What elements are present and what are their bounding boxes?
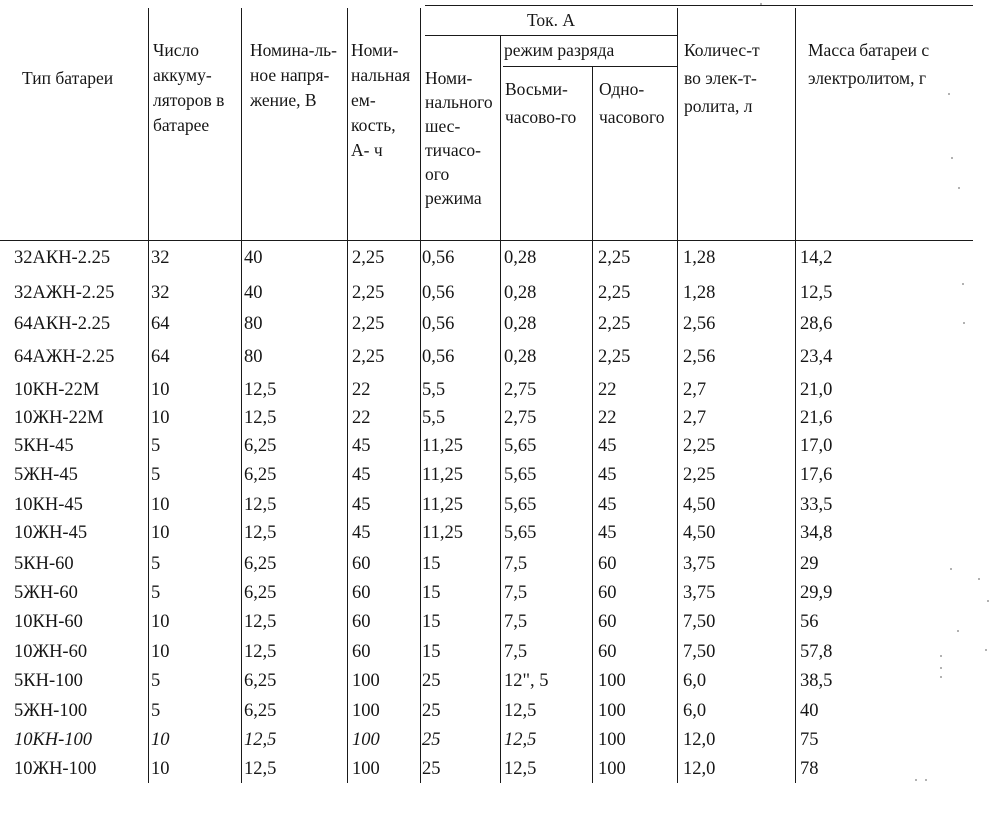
- cell-eight-hour-current: 7,5: [504, 554, 528, 574]
- cell-voltage: 6,25: [244, 465, 277, 485]
- scan-speck: [925, 779, 927, 781]
- cell-one-hour-current: 45: [598, 523, 617, 543]
- cell-eight-hour-current: 5,65: [504, 523, 537, 543]
- header-nominal-mode-current: Номи-: [425, 68, 473, 88]
- cell-cell-count: 64: [151, 347, 170, 367]
- cell-one-hour-current: 22: [598, 380, 617, 400]
- cell-capacity: 60: [352, 642, 371, 662]
- cell-cell-count: 5: [151, 436, 161, 456]
- cell-nominal-current: 11,25: [422, 495, 463, 515]
- cell-eight-hour-current: 5,65: [504, 495, 537, 515]
- cell-battery-type: 5ЖН-100: [14, 701, 88, 721]
- scan-speck: [951, 157, 953, 159]
- cell-eight-hour-current: 7,5: [504, 612, 528, 632]
- cell-battery-mass: 28,6: [800, 314, 833, 334]
- cell-electrolyte-volume: 2,7: [683, 380, 707, 400]
- cell-nominal-current: 15: [422, 554, 441, 574]
- cell-voltage: 6,25: [244, 671, 277, 691]
- header-nominal-mode-current: тичасо-: [425, 140, 481, 160]
- header-nominal-mode-current: шес-: [425, 116, 461, 136]
- cell-eight-hour-current: 5,65: [504, 465, 537, 485]
- cell-nominal-current: 15: [422, 612, 441, 632]
- cell-nominal-current: 25: [422, 701, 441, 721]
- cell-nominal-current: 11,25: [422, 436, 463, 456]
- cell-battery-type: 5ЖН-45: [14, 465, 78, 485]
- cell-one-hour-current: 45: [598, 495, 617, 515]
- cell-one-hour-current: 2,25: [598, 314, 631, 334]
- cell-voltage: 6,25: [244, 583, 277, 603]
- header-nominal-capacity: Номи-: [351, 40, 399, 60]
- cell-electrolyte-volume: 2,56: [683, 314, 716, 334]
- cell-capacity: 100: [352, 671, 380, 691]
- cell-cell-count: 5: [151, 671, 161, 691]
- cell-battery-mass: 23,4: [800, 347, 833, 367]
- vertical-rule: [241, 8, 242, 783]
- cell-one-hour-current: 60: [598, 583, 617, 603]
- cell-electrolyte-volume: 12,0: [683, 730, 716, 750]
- cell-battery-mass: 33,5: [800, 495, 833, 515]
- cell-one-hour-current: 45: [598, 436, 617, 456]
- cell-capacity: 45: [352, 436, 371, 456]
- cell-voltage: 40: [244, 248, 263, 268]
- scan-speck: [950, 568, 952, 570]
- cell-battery-type: 32АЖН-2.25: [14, 283, 115, 303]
- cell-battery-mass: 56: [800, 612, 819, 632]
- cell-battery-mass: 21,0: [800, 380, 833, 400]
- vertical-rule: [592, 66, 593, 783]
- cell-eight-hour-current: 7,5: [504, 583, 528, 603]
- cell-capacity: 60: [352, 612, 371, 632]
- cell-capacity: 100: [352, 759, 380, 779]
- scan-speck: [948, 93, 950, 95]
- cell-battery-type: 10ЖН-22М: [14, 408, 104, 428]
- cell-nominal-current: 11,25: [422, 465, 463, 485]
- cell-capacity: 45: [352, 465, 371, 485]
- header-electrolyte-volume: Количес-т: [684, 40, 760, 60]
- cell-cell-count: 32: [151, 283, 170, 303]
- scan-speck: [915, 779, 917, 781]
- cell-capacity: 60: [352, 554, 371, 574]
- cell-voltage: 80: [244, 347, 263, 367]
- cell-cell-count: 10: [151, 495, 170, 515]
- cell-one-hour-current: 22: [598, 408, 617, 428]
- cell-battery-mass: 29: [800, 554, 819, 574]
- scan-speck: [985, 649, 987, 651]
- cell-battery-mass: 12,5: [800, 283, 833, 303]
- cell-cell-count: 5: [151, 554, 161, 574]
- cell-one-hour-current: 60: [598, 612, 617, 632]
- header-nominal-mode-current: ого: [425, 164, 450, 184]
- cell-cell-count: 10: [151, 523, 170, 543]
- scan-speck: [987, 600, 989, 602]
- cell-electrolyte-volume: 6,0: [683, 701, 707, 721]
- cell-eight-hour-current: 0,28: [504, 314, 537, 334]
- header-nominal-capacity: А- ч: [351, 140, 383, 160]
- scan-speck: [962, 283, 964, 285]
- header-discharge-mode: режим разряда: [504, 40, 615, 60]
- cell-battery-type: 10ЖН-100: [14, 759, 97, 779]
- cell-electrolyte-volume: 4,50: [683, 523, 716, 543]
- cell-battery-mass: 38,5: [800, 671, 833, 691]
- header-one-hour: часового: [599, 107, 665, 127]
- cell-one-hour-current: 2,25: [598, 283, 631, 303]
- cell-battery-type: 32АКН-2.25: [14, 248, 111, 268]
- cell-capacity: 22: [352, 408, 371, 428]
- cell-battery-type: 5ЖН-60: [14, 583, 78, 603]
- header-electrolyte-volume: ролита, л: [684, 96, 753, 116]
- cell-capacity: 22: [352, 380, 371, 400]
- cell-capacity: 100: [352, 730, 380, 750]
- cell-capacity: 2,25: [352, 248, 385, 268]
- cell-nominal-current: 15: [422, 583, 441, 603]
- cell-electrolyte-volume: 2,7: [683, 408, 707, 428]
- scan-speck: [958, 187, 960, 189]
- horizontal-rule: [425, 5, 973, 6]
- cell-battery-type: 10ЖН-60: [14, 642, 88, 662]
- cell-nominal-current: 5,5: [422, 408, 446, 428]
- cell-capacity: 2,25: [352, 283, 385, 303]
- cell-one-hour-current: 100: [598, 701, 626, 721]
- header-cell-count: ляторов в: [153, 90, 225, 110]
- cell-battery-type: 64АЖН-2.25: [14, 347, 115, 367]
- cell-electrolyte-volume: 6,0: [683, 671, 707, 691]
- header-nominal-voltage: жение, В: [250, 90, 317, 110]
- cell-voltage: 12,5: [244, 642, 277, 662]
- horizontal-rule: [425, 35, 504, 36]
- cell-nominal-current: 0,56: [422, 248, 455, 268]
- cell-electrolyte-volume: 2,56: [683, 347, 716, 367]
- header-current-group: Ток. А: [527, 10, 576, 30]
- cell-cell-count: 10: [151, 380, 170, 400]
- vertical-rule: [795, 8, 796, 783]
- cell-capacity: 45: [352, 495, 371, 515]
- cell-electrolyte-volume: 7,50: [683, 642, 716, 662]
- cell-electrolyte-volume: 2,25: [683, 436, 716, 456]
- cell-nominal-current: 25: [422, 730, 441, 750]
- header-nominal-mode-current: режима: [425, 188, 482, 208]
- vertical-rule: [677, 8, 678, 783]
- vertical-rule: [347, 8, 348, 783]
- cell-eight-hour-current: 12,5: [504, 759, 537, 779]
- cell-voltage: 6,25: [244, 554, 277, 574]
- vertical-rule: [420, 8, 421, 783]
- cell-electrolyte-volume: 12,0: [683, 759, 716, 779]
- cell-nominal-current: 25: [422, 671, 441, 691]
- cell-voltage: 12,5: [244, 408, 277, 428]
- cell-electrolyte-volume: 3,75: [683, 554, 716, 574]
- header-battery-mass: Масса батареи с: [808, 40, 930, 60]
- cell-battery-mass: 21,6: [800, 408, 833, 428]
- header-electrolyte-volume: во элек-т-: [684, 68, 757, 88]
- cell-cell-count: 32: [151, 248, 170, 268]
- header-nominal-capacity: кость,: [351, 115, 396, 135]
- cell-nominal-current: 15: [422, 642, 441, 662]
- cell-voltage: 12,5: [244, 523, 277, 543]
- cell-capacity: 2,25: [352, 314, 385, 334]
- scan-speck: [963, 322, 965, 324]
- scan-speck: [940, 676, 942, 678]
- cell-one-hour-current: 2,25: [598, 347, 631, 367]
- cell-battery-mass: 14,2: [800, 248, 833, 268]
- scan-speck: [760, 3, 762, 5]
- cell-voltage: 40: [244, 283, 263, 303]
- cell-one-hour-current: 60: [598, 642, 617, 662]
- cell-battery-mass: 34,8: [800, 523, 833, 543]
- cell-voltage: 80: [244, 314, 263, 334]
- cell-battery-type: 64АКН-2.25: [14, 314, 111, 334]
- header-battery-type: Тип батареи: [22, 68, 114, 88]
- cell-capacity: 60: [352, 583, 371, 603]
- cell-eight-hour-current: 12,5: [504, 730, 537, 750]
- cell-voltage: 12,5: [244, 495, 277, 515]
- scan-speck: [940, 655, 942, 657]
- header-battery-mass: электролитом, г: [808, 68, 927, 88]
- cell-battery-mass: 75: [800, 730, 819, 750]
- cell-battery-type: 10КН-100: [14, 730, 93, 750]
- cell-voltage: 12,5: [244, 759, 277, 779]
- header-eight-hour: Восьми-: [505, 79, 568, 99]
- cell-battery-type: 5КН-45: [14, 436, 74, 456]
- cell-battery-type: 5КН-60: [14, 554, 74, 574]
- cell-cell-count: 10: [151, 612, 170, 632]
- cell-nominal-current: 25: [422, 759, 441, 779]
- cell-battery-mass: 29,9: [800, 583, 833, 603]
- header-one-hour: Одно-: [599, 79, 645, 99]
- cell-cell-count: 10: [151, 642, 170, 662]
- cell-battery-mass: 78: [800, 759, 819, 779]
- cell-one-hour-current: 100: [598, 671, 626, 691]
- scan-speck: [940, 667, 942, 669]
- header-cell-count: аккуму-: [153, 65, 212, 85]
- cell-cell-count: 5: [151, 583, 161, 603]
- cell-battery-type: 10КН-22М: [14, 380, 100, 400]
- horizontal-rule: [503, 35, 677, 36]
- cell-voltage: 6,25: [244, 701, 277, 721]
- cell-voltage: 12,5: [244, 612, 277, 632]
- cell-battery-type: 10КН-60: [14, 612, 83, 632]
- cell-nominal-current: 5,5: [422, 380, 446, 400]
- cell-eight-hour-current: 12,5: [504, 701, 537, 721]
- cell-voltage: 12,5: [244, 730, 277, 750]
- header-eight-hour: часово-го: [505, 107, 577, 127]
- cell-battery-type: 10ЖН-45: [14, 523, 88, 543]
- cell-cell-count: 64: [151, 314, 170, 334]
- cell-one-hour-current: 2,25: [598, 248, 631, 268]
- cell-battery-type: 5КН-100: [14, 671, 83, 691]
- vertical-rule: [148, 8, 149, 783]
- header-nominal-capacity: ем-: [351, 90, 376, 110]
- cell-capacity: 45: [352, 523, 371, 543]
- scan-speck: [978, 578, 980, 580]
- cell-electrolyte-volume: 1,28: [683, 283, 716, 303]
- cell-electrolyte-volume: 4,50: [683, 495, 716, 515]
- cell-eight-hour-current: 0,28: [504, 248, 537, 268]
- cell-one-hour-current: 60: [598, 554, 617, 574]
- cell-cell-count: 10: [151, 730, 170, 750]
- header-cell-count: Число: [153, 40, 199, 60]
- cell-nominal-current: 11,25: [422, 523, 463, 543]
- cell-voltage: 6,25: [244, 436, 277, 456]
- cell-voltage: 12,5: [244, 380, 277, 400]
- cell-one-hour-current: 100: [598, 730, 626, 750]
- cell-eight-hour-current: 5,65: [504, 436, 537, 456]
- cell-capacity: 2,25: [352, 347, 385, 367]
- header-nominal-mode-current: нального: [425, 92, 493, 112]
- cell-battery-type: 10КН-45: [14, 495, 83, 515]
- horizontal-rule: [0, 240, 973, 241]
- cell-battery-mass: 57,8: [800, 642, 833, 662]
- cell-cell-count: 10: [151, 408, 170, 428]
- header-nominal-voltage: Номина-ль-: [250, 40, 337, 60]
- cell-nominal-current: 0,56: [422, 283, 455, 303]
- cell-eight-hour-current: 0,28: [504, 347, 537, 367]
- cell-electrolyte-volume: 3,75: [683, 583, 716, 603]
- cell-capacity: 100: [352, 701, 380, 721]
- cell-battery-mass: 40: [800, 701, 819, 721]
- cell-cell-count: 5: [151, 465, 161, 485]
- horizontal-rule: [503, 66, 677, 67]
- cell-cell-count: 5: [151, 701, 161, 721]
- cell-cell-count: 10: [151, 759, 170, 779]
- cell-nominal-current: 0,56: [422, 347, 455, 367]
- cell-electrolyte-volume: 1,28: [683, 248, 716, 268]
- cell-eight-hour-current: 12", 5: [504, 671, 549, 691]
- vertical-rule: [500, 35, 501, 783]
- header-nominal-voltage: ное напря-: [250, 65, 330, 85]
- cell-battery-mass: 17,0: [800, 436, 833, 456]
- cell-one-hour-current: 45: [598, 465, 617, 485]
- cell-eight-hour-current: 2,75: [504, 408, 537, 428]
- header-cell-count: батарее: [153, 115, 210, 135]
- cell-electrolyte-volume: 7,50: [683, 612, 716, 632]
- cell-electrolyte-volume: 2,25: [683, 465, 716, 485]
- cell-eight-hour-current: 7,5: [504, 642, 528, 662]
- cell-one-hour-current: 100: [598, 759, 626, 779]
- scan-speck: [957, 630, 959, 632]
- cell-eight-hour-current: 0,28: [504, 283, 537, 303]
- cell-eight-hour-current: 2,75: [504, 380, 537, 400]
- header-nominal-capacity: нальная: [351, 65, 411, 85]
- cell-battery-mass: 17,6: [800, 465, 833, 485]
- cell-nominal-current: 0,56: [422, 314, 455, 334]
